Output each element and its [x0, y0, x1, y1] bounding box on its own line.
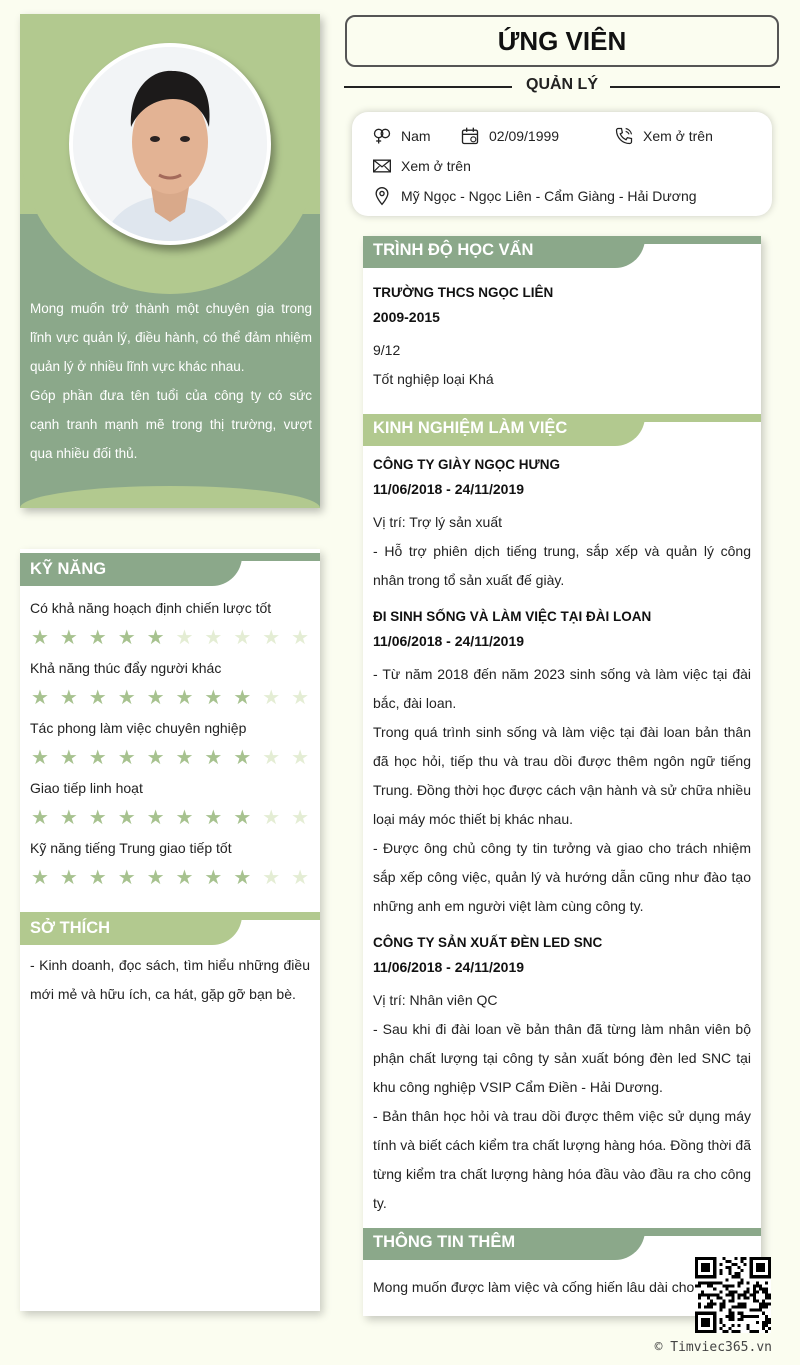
star-icon: ★ [175, 867, 194, 889]
calendar-icon [460, 126, 480, 146]
hobbies-section-header [20, 908, 320, 945]
gender-value: Nam [401, 128, 431, 144]
qr-code-image [695, 1257, 771, 1333]
star-icon: ★ [146, 687, 165, 709]
experience-line: - Được ông chủ công ty tin tưởng và giao cho trách nhiệm sắp xếp công việc, quản lý và hướng dẫn cũng như đào tạo những anh em người việt làm cùng công ty. [373, 840, 751, 914]
star-icon: ★ [59, 807, 78, 829]
main-content-card [363, 236, 761, 1316]
star-icon: ★ [30, 627, 49, 649]
star-icon: ★ [146, 627, 165, 649]
star-icon: ★ [233, 687, 252, 709]
company-name: CÔNG TY SẢN XUẤT ĐÈN LED SNC [373, 935, 603, 950]
star-icon: ★ [88, 627, 107, 649]
skill-rating [30, 688, 310, 708]
education-line: Tốt nghiệp loại Khá [373, 371, 494, 387]
experience-line: - Hỗ trợ phiên dịch tiếng trung, sắp xếp và quản lý công nhân trong tổ sản xuất đế giày. [373, 543, 751, 588]
birthday-item [460, 126, 559, 146]
star-icon: ★ [59, 687, 78, 709]
additional-info-text: Mong muốn được làm việc và cống hiến lâu dài cho [373, 1279, 695, 1295]
star-icon: ★ [204, 747, 223, 769]
star-icon: ★ [291, 747, 310, 769]
star-icon: ★ [262, 627, 281, 649]
candidate-name: ỨNG VIÊN [345, 15, 779, 67]
star-icon: ★ [175, 807, 194, 829]
star-icon: ★ [88, 687, 107, 709]
company-name: CÔNG TY GIÀY NGỌC HƯNG [373, 457, 560, 472]
star-icon: ★ [291, 687, 310, 709]
star-icon: ★ [291, 867, 310, 889]
star-icon: ★ [88, 807, 107, 829]
skills-list [20, 586, 320, 900]
experience-section [363, 451, 761, 1218]
profile-card [20, 14, 320, 508]
star-icon: ★ [175, 627, 194, 649]
star-icon: ★ [59, 747, 78, 769]
star-icon: ★ [262, 747, 281, 769]
star-icon: ★ [233, 807, 252, 829]
work-period: 11/06/2018 - 24/11/2019 [373, 481, 525, 497]
email-value: Xem ở trên [401, 158, 471, 174]
skill-name: Tác phong làm việc chuyên nghiệp [30, 720, 247, 736]
section-title: KỸ NĂNG [20, 553, 242, 586]
star-icon: ★ [30, 807, 49, 829]
experience-line: - Sau khi đi đài loan về bản thân đã từng làm nhân viên bộ phận chất lượng tại công ty sản xuất bóng đèn led SNC tại khu công nghiệp VSIP Cẩm Điền - Hải Dương. [373, 1021, 751, 1095]
education-section [363, 273, 761, 394]
star-icon: ★ [30, 867, 49, 889]
skill-rating [30, 628, 310, 648]
skills-section-header [20, 549, 320, 586]
star-icon: ★ [146, 747, 165, 769]
star-icon: ★ [204, 807, 223, 829]
phone-icon [614, 126, 634, 146]
section-title: TRÌNH ĐỘ HỌC VẤN [363, 236, 645, 268]
star-icon: ★ [117, 687, 136, 709]
birthday-value: 02/09/1999 [489, 128, 560, 144]
star-icon: ★ [204, 867, 223, 889]
section-title: KINH NGHIỆM LÀM VIỆC [363, 414, 645, 446]
email-icon [372, 156, 392, 176]
profile-bottom-wave [20, 486, 320, 508]
section-title: SỞ THÍCH [20, 912, 242, 945]
star-icon: ★ [175, 747, 194, 769]
star-icon: ★ [146, 807, 165, 829]
star-icon: ★ [117, 747, 136, 769]
star-icon: ★ [30, 687, 49, 709]
star-icon: ★ [117, 807, 136, 829]
avatar-photo [73, 47, 267, 241]
footer-copyright: © Timviec365.vn [654, 1340, 772, 1355]
star-icon: ★ [262, 807, 281, 829]
star-icon: ★ [59, 867, 78, 889]
star-icon: ★ [88, 747, 107, 769]
hobbies-text: - Kinh doanh, đọc sách, tìm hiểu những điều mới mẻ và hữu ích, ca hát, gặp gỡ bạn bè. [30, 957, 310, 1002]
star-icon: ★ [117, 627, 136, 649]
star-icon: ★ [146, 867, 165, 889]
experience-section-header [363, 414, 761, 451]
address-value: Mỹ Ngọc - Ngọc Liên - Cẩm Giàng - Hải Dương [401, 188, 697, 204]
skill-item [30, 660, 310, 720]
skill-name: Khả năng thúc đẩy người khác [30, 660, 222, 676]
education-section-header [363, 236, 761, 273]
skill-name: Giao tiếp linh hoạt [30, 780, 143, 796]
skill-item [30, 720, 310, 780]
skill-item [30, 780, 310, 840]
avatar [73, 47, 267, 241]
star-icon: ★ [88, 867, 107, 889]
avatar-frame [69, 43, 271, 245]
experience-line: Vị trí: Nhân viên QC [373, 992, 498, 1008]
section-title: THÔNG TIN THÊM [363, 1228, 645, 1260]
company-name: ĐI SINH SỐNG VÀ LÀM VIỆC TẠI ĐÀI LOAN [373, 609, 652, 624]
school-name: TRƯỜNG THCS NGỌC LIÊN [373, 285, 554, 300]
position-label: QUẢN LÝ [526, 76, 598, 93]
star-icon: ★ [262, 687, 281, 709]
address-item [372, 186, 697, 206]
phone-value: Xem ở trên [643, 128, 713, 144]
star-icon: ★ [175, 687, 194, 709]
education-entry [373, 281, 751, 394]
gender-icon [372, 126, 392, 146]
objective-paragraph: Góp phần đưa tên tuổi của công ty có sức cạnh tranh mạnh mẽ trong thị trường, vượt qua nhiều đối thủ. [30, 388, 312, 461]
skill-item [30, 600, 310, 660]
experience-entry [373, 605, 751, 921]
gender-item [372, 126, 431, 146]
star-icon: ★ [262, 867, 281, 889]
skill-name: Có khả năng hoạch định chiến lược tốt [30, 600, 272, 616]
experience-line: - Từ năm 2018 đến năm 2023 sinh sống và làm việc tại đài bắc, đài loan. [373, 666, 751, 711]
career-objective [30, 294, 312, 468]
divider [610, 86, 780, 88]
star-icon: ★ [233, 867, 252, 889]
star-icon: ★ [291, 627, 310, 649]
star-icon: ★ [233, 627, 252, 649]
skill-rating [30, 808, 310, 828]
experience-entry [373, 453, 751, 595]
star-icon: ★ [204, 687, 223, 709]
star-icon: ★ [204, 627, 223, 649]
objective-paragraph: Mong muốn trở thành một chuyên gia trong lĩnh vực quản lý, điều hành, có thể đảm nhiệm quản lý ở nhiều lĩnh vực khác nhau. [30, 301, 312, 374]
star-icon: ★ [30, 747, 49, 769]
location-pin-icon [372, 186, 392, 206]
phone-item [614, 126, 713, 146]
contact-info [352, 112, 772, 216]
star-icon: ★ [117, 867, 136, 889]
experience-line: Vị trí: Trợ lý sản xuất [373, 514, 502, 530]
study-period: 2009-2015 [373, 309, 440, 325]
experience-entry [373, 931, 751, 1218]
star-icon: ★ [291, 807, 310, 829]
email-item [372, 156, 471, 176]
education-line: 9/12 [373, 342, 401, 358]
work-period: 11/06/2018 - 24/11/2019 [373, 959, 525, 975]
skill-rating [30, 748, 310, 768]
skill-rating [30, 868, 310, 888]
star-icon: ★ [233, 747, 252, 769]
experience-line: - Bản thân học hỏi và trau dồi được thêm việc sử dụng máy tính và biết cách kiểm tra chất lượng hàng hóa. Đồng thời đã từng kiểm tra chất lượng hàng hóa đầu vào đầu ra cho công ty. [373, 1108, 751, 1211]
skill-name: Kỹ năng tiếng Trung giao tiếp tốt [30, 840, 232, 856]
skill-item [30, 840, 310, 900]
star-icon: ★ [59, 627, 78, 649]
position-title [344, 76, 780, 96]
work-period: 11/06/2018 - 24/11/2019 [373, 633, 525, 649]
experience-line: Trong quá trình sinh sống và làm việc tại đài loan bản thân đã học hỏi, tiếp thu và trau dồi được thêm ngôn ngữ tiếng Trung. Đồng thời học được cách vận hành và sử chữa nhiều loại máy móc thiết bị khác nhau. [373, 724, 751, 827]
qr-code[interactable] [695, 1257, 771, 1333]
skills-hobbies-card [20, 549, 320, 1311]
